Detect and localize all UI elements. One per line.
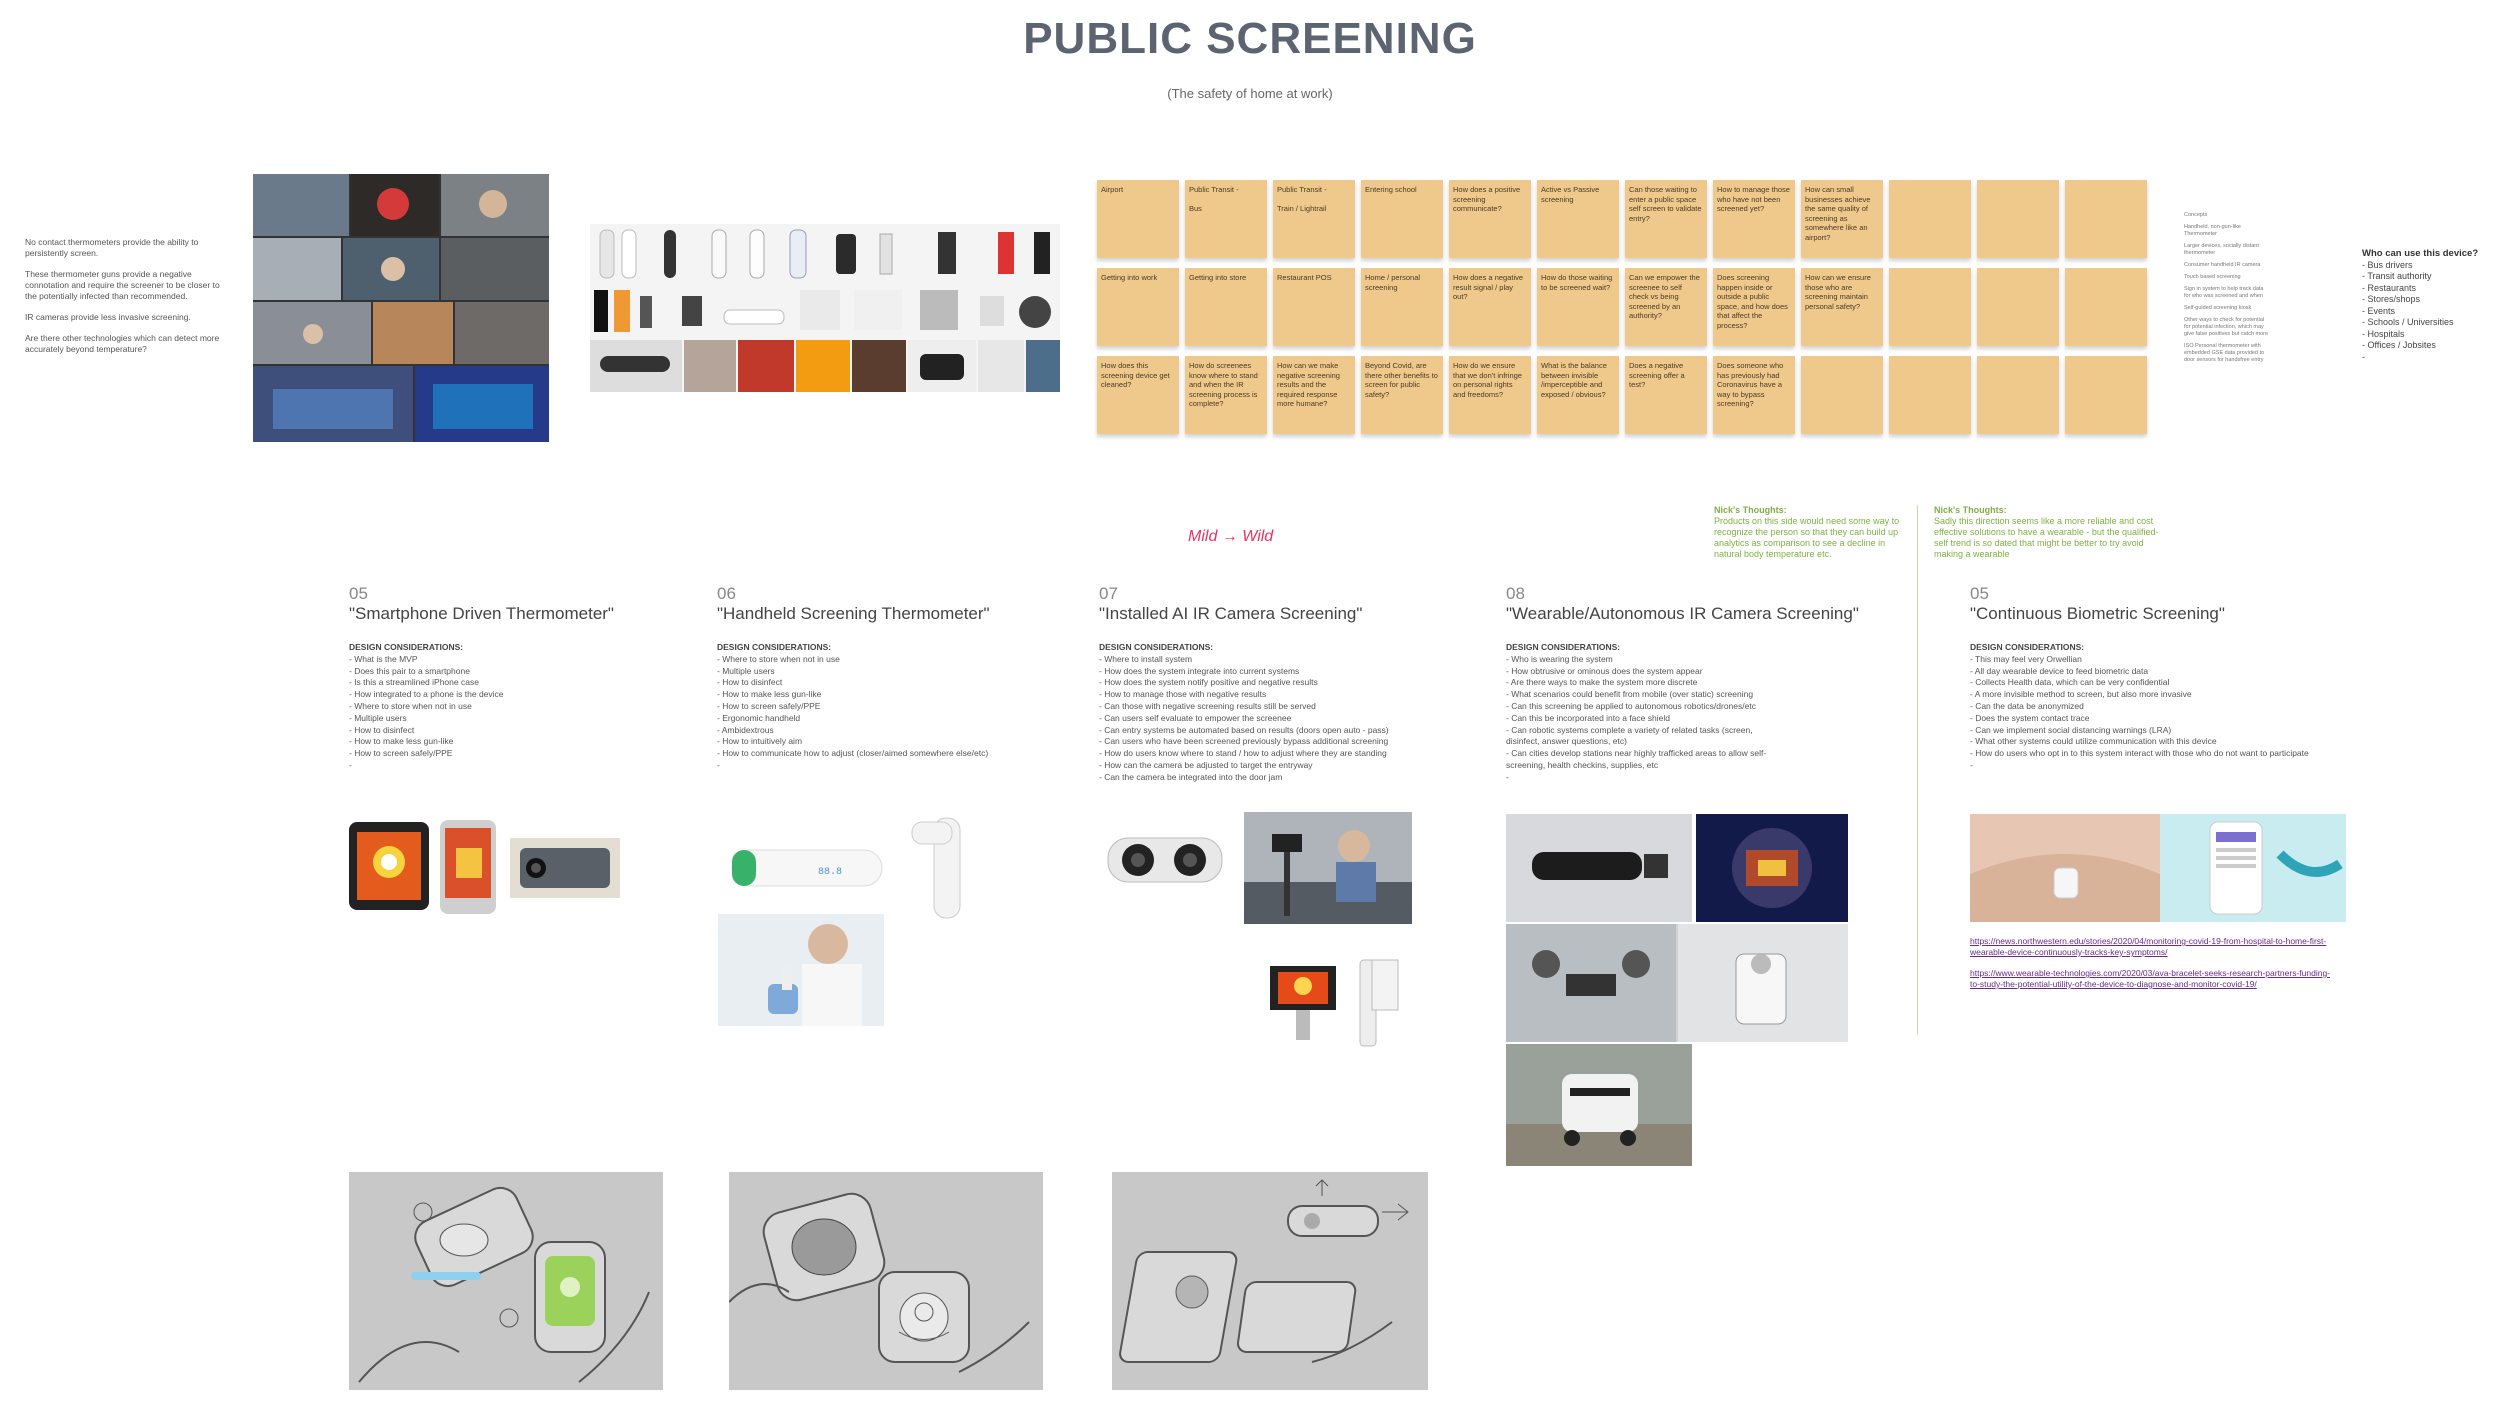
sticky-note xyxy=(1977,180,2059,258)
drone-robot-collage-image xyxy=(1506,924,1848,1042)
sticky-note: What is the balance between invisible /imperceptible and exposed / obvious? xyxy=(1537,356,1619,434)
dc-line: - Is this a streamlined iPhone case xyxy=(349,677,479,688)
nick-thoughts-heading: Nick's Thoughts: xyxy=(1714,505,1787,515)
dc-heading: DESIGN CONSIDERATIONS: xyxy=(1506,642,1621,652)
dc-line: - What is the MVP xyxy=(349,653,418,664)
sticky-note: How can we make negative screening results and the required response more humane? xyxy=(1273,356,1355,434)
dc-line: screening, health checkins, supplies, etc xyxy=(1506,759,1659,770)
sticky-note: Does screening happen inside or outside a public space, and how does that affect the process? xyxy=(1713,268,1795,346)
phone-thermal-attachment-image xyxy=(436,818,502,916)
nick-thoughts-left xyxy=(1714,505,1909,560)
dc-line: - How integrated to a phone is the device xyxy=(349,689,504,700)
concept-number: 05 xyxy=(1970,584,1989,603)
delivery-robot-image xyxy=(1506,1044,1692,1166)
kiosk-camera-screening-image xyxy=(1244,812,1412,924)
dc-line: - Ambidextrous xyxy=(717,724,774,735)
clinician-scanning-image xyxy=(718,914,884,1026)
dc-line: - How to disinfect xyxy=(717,677,783,688)
dc-line: - Can we implement social distancing warnings (LRA) xyxy=(1970,724,2172,735)
thermal-display-kiosk-image xyxy=(1260,952,1404,1052)
sticky-note: Entering school xyxy=(1361,180,1443,258)
ir-smart-glasses-image xyxy=(1506,814,1692,922)
dc-line: - Can users who have been screened previously bypass additional screening xyxy=(1099,736,1389,747)
note-line: Other ways to check for potential for potential infection, which may give false positives but catch more xyxy=(2184,317,2269,337)
forehead-thermometer-image xyxy=(906,808,982,926)
concept-title: "Wearable/Autonomous IR Camera Screening" xyxy=(1506,604,1859,623)
screening-photo-collage xyxy=(253,174,549,442)
sticky-note: Public Transit - Train / Lightrail xyxy=(1273,180,1355,258)
dc-line: - Where to store when not in use xyxy=(349,700,472,711)
nick-thoughts-body: Sadly this direction seems like a more reliable and cost effective solutions to have a wearable - but the qualified-self trend is so dated that might be better to try avoid making a wearable xyxy=(1934,516,2159,559)
concept-number: 06 xyxy=(717,584,736,603)
smartphone-thermal-image xyxy=(349,822,429,910)
dc-line: - How to manage those with negative results xyxy=(1099,689,1267,700)
installed-kiosk-concept-sketch xyxy=(1112,1172,1428,1390)
concept-installed-ai xyxy=(1099,584,1489,784)
dc-line: - Where to store when not in use xyxy=(717,653,840,664)
sticky-note xyxy=(2065,180,2147,258)
dc-line: - Does this pair to a smartphone xyxy=(349,665,470,676)
sticky-note: Can we empower the screenee to self check vs being screened by an authority? xyxy=(1625,268,1707,346)
sticky-notes-board xyxy=(1097,180,2137,438)
dc-line: - What scenarios could benefit from mobile (over static) screening xyxy=(1506,689,1754,700)
handheld-concept-sketch xyxy=(729,1172,1043,1390)
sticky-note xyxy=(1801,356,1883,434)
who-can-use-item: - Events xyxy=(2362,305,2396,316)
concept-number: 08 xyxy=(1506,584,1525,603)
page-subtitle: (The safety of home at work) xyxy=(1167,86,1333,101)
dc-line: - Ergonomic handheld xyxy=(717,712,801,723)
sticky-note xyxy=(1889,356,1971,434)
mild-wild-scale-label: Mild → Wild xyxy=(1188,528,1274,545)
sticky-note: Can those waiting to enter a public space self screen to validate entry? xyxy=(1625,180,1707,258)
dc-line: - Can entry systems be automated based on results (doors open auto - pass) xyxy=(1099,724,1389,735)
dc-line: - How do users who opt in to this system interact with those who do not want to participate xyxy=(1970,748,2309,759)
note-line: Larger devices, socially distant thermometer xyxy=(2184,243,2259,256)
who-can-use-item: - Offices / Jobsites xyxy=(2362,340,2436,350)
page-title: PUBLIC SCREENING xyxy=(1023,14,1477,63)
dc-line: - How to intuitively aim xyxy=(717,736,803,747)
note-line: Self-guided screening kiosk xyxy=(2184,305,2252,311)
sticky-note: How does a positive screening communicate? xyxy=(1449,180,1531,258)
dc-line: - Who is wearing the system xyxy=(1506,653,1613,664)
who-can-use-list xyxy=(2362,248,2492,363)
sticky-note xyxy=(1889,268,1971,346)
sticky-note xyxy=(1977,268,2059,346)
dc-line: disinfect, answer questions, etc) xyxy=(1506,736,1627,747)
phone-ir-camera-image xyxy=(510,838,620,898)
note-line: Handheld, non-gun-like Thermometer xyxy=(2184,224,2241,237)
sticky-note: How does this screening device get cleaned? xyxy=(1097,356,1179,434)
dc-line: - How does the system notify positive and negative results xyxy=(1099,677,1318,688)
sticky-note: Does someone who has previously had Coronavirus have a way to bypass screening? xyxy=(1713,356,1795,434)
dc-line: - This may feel very Orwellian xyxy=(1970,653,2082,664)
concept-smartphone xyxy=(349,584,689,772)
concept-handheld xyxy=(717,584,1077,772)
sticky-note: Getting into work xyxy=(1097,268,1179,346)
concept-number: 07 xyxy=(1099,584,1118,603)
concept-title: "Installed AI IR Camera Screening" xyxy=(1099,604,1363,623)
sticky-note: How do we ensure that we don't infringe on personal rights and freedoms? xyxy=(1449,356,1531,434)
dc-line: - What other systems could utilize communication with this device xyxy=(1970,736,2217,747)
who-can-use-item: - Hospitals xyxy=(2362,328,2405,339)
concept-biometric xyxy=(1970,584,2370,772)
dc-line: - How does the system integrate into current systems xyxy=(1099,665,1300,676)
sticky-note xyxy=(1977,356,2059,434)
design-considerations xyxy=(1506,642,1906,784)
dc-line: - Can the camera be integrated into the door jam xyxy=(1099,771,1283,782)
who-can-use-item: - xyxy=(2362,351,2365,362)
dc-heading: DESIGN CONSIDERATIONS: xyxy=(1970,642,2085,652)
dc-line: - How to screen safely/PPE xyxy=(717,700,821,711)
concept-wearable-autonomous xyxy=(1506,584,1906,784)
who-can-use-item: - Stores/shops xyxy=(2362,294,2421,304)
sticky-note: Restaurant POS xyxy=(1273,268,1355,346)
dc-heading: DESIGN CONSIDERATIONS: xyxy=(349,642,464,652)
sticky-note: How does a negative result signal / play out? xyxy=(1449,268,1531,346)
sticky-note: How do those waiting to be screened wait? xyxy=(1537,268,1619,346)
sticky-note: How can small businesses achieve the same quality of screening as somewhere like an airport? xyxy=(1801,180,1883,258)
who-can-use-item: - Transit authority xyxy=(2362,271,2432,281)
sticky-note xyxy=(2065,268,2147,346)
dc-line: - xyxy=(1506,771,1509,782)
note-line: Concepts xyxy=(2184,212,2208,218)
sticky-note: Does a negative screening offer a test? xyxy=(1625,356,1707,434)
reference-link[interactable]: https://www.wearable-technologies.com/2020/03/ava-bracelet-seeks-research-partners-funding-to-study-the-potential-utility-of-the-device-to-diagnose-and-monitor-covid-19/ xyxy=(1970,968,2331,989)
neck-wearable-sensor-image xyxy=(1970,814,2160,922)
dc-line: - Can this be incorporated into a face shield xyxy=(1506,712,1670,723)
concept-title: "Continuous Biometric Screening" xyxy=(1970,604,2225,623)
dc-line: - How to make less gun-like xyxy=(717,689,822,700)
dc-line: - Can the data be anonymized xyxy=(1970,700,2084,711)
dc-line: - Where to install system xyxy=(1099,653,1193,664)
dc-line: - Does the system contact trace xyxy=(1970,712,2090,723)
dc-line: - Can users self evaluate to empower the screenee xyxy=(1099,712,1292,723)
note-line: Sign in system to help track data for who was screened and when xyxy=(2184,286,2264,299)
intro-notes xyxy=(25,237,220,365)
thermometer-products-grid xyxy=(590,224,1060,392)
bracelet-app-image xyxy=(2160,814,2346,922)
who-can-use-heading: Who can use this device? xyxy=(2362,248,2479,259)
concept-number: 05 xyxy=(349,584,368,603)
dc-line: - How do users know where to stand / how to adjust where they are standing xyxy=(1099,748,1387,759)
sticky-note: Getting into store xyxy=(1185,268,1267,346)
dc-heading: DESIGN CONSIDERATIONS: xyxy=(717,642,832,652)
handheld-thermometer-image xyxy=(718,836,890,898)
dc-line: - A more invisible method to screen, but also more invasive xyxy=(1970,689,2192,700)
ir-dual-camera-image xyxy=(1098,820,1230,900)
who-can-use-item: - Restaurants xyxy=(2362,282,2417,293)
nick-thoughts-right xyxy=(1934,505,2169,560)
intro-note: No contact thermometers provide the ability to persistently screen. xyxy=(25,237,199,258)
dc-line: - All day wearable device to feed biometric data xyxy=(1970,665,2149,676)
design-considerations xyxy=(349,642,689,772)
note-line: ISO Personal thermometer with embedded GSE data provided to door sensors for handsfree entry xyxy=(2184,343,2265,363)
sticky-note xyxy=(1889,180,1971,258)
dc-line: - How can the camera be adjusted to target the entryway xyxy=(1099,759,1313,770)
dc-line: - Multiple users xyxy=(717,665,775,676)
nick-thoughts-heading: Nick's Thoughts: xyxy=(1934,505,2007,515)
sticky-note: Beyond Covid, are there other benefits to screen for public safety? xyxy=(1361,356,1443,434)
sticky-note: How can we ensure those who are screening maintain personal safety? xyxy=(1801,268,1883,346)
sticky-note: Public Transit - Bus xyxy=(1185,180,1267,258)
dc-line: - xyxy=(349,759,352,770)
intro-note: Are there other technologies which can detect more accurately beyond temperature? xyxy=(25,333,220,354)
dc-line: - Can cities develop stations near highly trafficked areas to allow self- xyxy=(1506,748,1767,759)
sticky-note: Home / personal screening xyxy=(1361,268,1443,346)
who-can-use-item: - Schools / Universities xyxy=(2362,317,2454,327)
sticky-note: How to manage those who have not been screened yet? xyxy=(1713,180,1795,258)
design-considerations xyxy=(717,642,1077,772)
design-considerations xyxy=(1099,642,1489,784)
concept-title: "Smartphone Driven Thermometer" xyxy=(349,604,614,623)
note-line: Consumer handheld IR camera xyxy=(2184,262,2261,268)
dc-line: - How to make less gun-like xyxy=(349,736,454,747)
dc-line: - How to screen safely/PPE xyxy=(349,748,453,759)
intro-note: IR cameras provide less invasive screening. xyxy=(25,312,191,322)
design-considerations xyxy=(1970,642,2370,772)
dc-line: - xyxy=(1970,759,1973,770)
intro-note: These thermometer guns provide a negative connotation and require the screener to be closer to the potentially infected than recommended. xyxy=(25,269,220,301)
dc-line: - How to communicate how to adjust (closer/aimed somewhere else/etc) xyxy=(717,748,989,759)
dc-line: - xyxy=(717,759,720,770)
dc-line: - How to disinfect xyxy=(349,724,415,735)
svg-text:88.8: 88.8 xyxy=(818,867,843,878)
dc-line: - Can robotic systems complete a variety of related tasks (screen, xyxy=(1506,724,1753,735)
who-can-use-item: - Bus drivers xyxy=(2362,259,2413,270)
dc-line: - Can this screening be applied to autonomous robotics/drones/etc xyxy=(1506,700,1756,711)
smartphone-concept-sketch xyxy=(349,1172,663,1390)
dc-line: - How obtrusive or ominous does the system appear xyxy=(1506,665,1703,676)
dc-line: - Collects Health data, which can be very confidential xyxy=(1970,677,2170,688)
sticky-note: Airport xyxy=(1097,180,1179,258)
nick-thoughts-body: Products on this side would need some way to recognize the person so that they can build up analytics as comparison to see a decline in natural body temperature etc. xyxy=(1714,516,1900,559)
reference-links xyxy=(1970,936,2330,990)
sticky-note xyxy=(2065,356,2147,434)
helmet-ir-display-image xyxy=(1696,814,1848,922)
sticky-note: Active vs Passive screening xyxy=(1537,180,1619,258)
dc-heading: DESIGN CONSIDERATIONS: xyxy=(1099,642,1214,652)
dc-line: - Can those with negative screening results still be served xyxy=(1099,700,1316,711)
dc-line: - Are there ways to make the system more discrete xyxy=(1506,677,1698,688)
note-line: Touch based screening xyxy=(2184,274,2241,280)
concept-notes xyxy=(2184,212,2270,369)
sticky-note: How do screenees know where to stand and when the IR screening process is complete? xyxy=(1185,356,1267,434)
dc-line: - Multiple users xyxy=(349,712,407,723)
reference-link[interactable]: https://news.northwestern.edu/stories/2020/04/monitoring-covid-19-from-hospital-to-home-first-wearable-device-continuously-tracks-key-symptoms/ xyxy=(1970,936,2327,957)
concept-title: "Handheld Screening Thermometer" xyxy=(717,604,990,623)
section-divider xyxy=(1917,505,1918,1035)
